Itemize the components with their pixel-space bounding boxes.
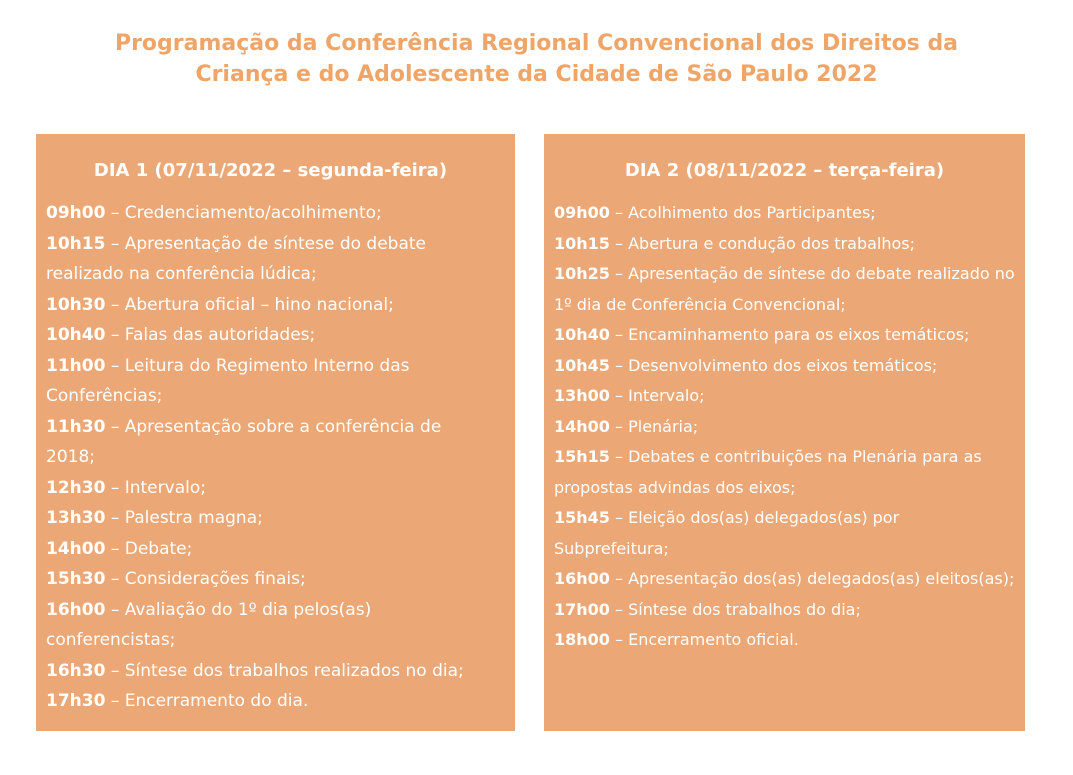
item-desc: – Encerramento do dia. <box>105 691 309 711</box>
item-time: 10h40 <box>554 325 610 344</box>
schedule-item <box>46 595 495 656</box>
item-desc: – Síntese dos trabalhos realizados no dia; <box>105 660 464 681</box>
item-time: 15h15 <box>554 447 610 466</box>
schedule-item <box>554 503 1015 564</box>
item-desc: – Eleição dos(as) delegados(as) por Subprefeitura; <box>554 508 900 558</box>
schedule-item <box>554 229 1015 260</box>
schedule-item <box>554 625 1015 656</box>
item-desc: – Debate; <box>105 538 193 559</box>
schedule-item <box>46 290 495 321</box>
item-time: 10h15 <box>46 233 106 254</box>
schedule-item <box>554 412 1015 443</box>
day1-panel <box>36 134 515 731</box>
item-time: 09h00 <box>554 203 610 222</box>
item-desc: – Desenvolvimento dos eixos temáticos; <box>609 355 938 375</box>
schedule-item <box>46 686 495 717</box>
item-time: 09h00 <box>46 203 106 223</box>
schedule-item <box>46 320 495 351</box>
schedule-item <box>554 564 1015 595</box>
item-time: 17h00 <box>554 599 610 619</box>
item-desc: – Leitura do Regimento Interno das Conferências; <box>46 355 410 406</box>
day-header: DIA 2 (08/11/2022 – terça-feira) <box>624 160 945 181</box>
schedule-item <box>554 381 1015 412</box>
item-time: 17h30 <box>46 691 106 711</box>
item-desc: – Encerramento oficial. <box>609 630 799 649</box>
item-time: 14h00 <box>554 416 610 436</box>
item-desc: – Abertura e condução dos trabalhos; <box>609 233 916 253</box>
item-desc: – Encaminhamento para os eixos temáticos; <box>609 325 970 344</box>
schedule-item <box>554 320 1015 351</box>
item-time: 13h00 <box>554 386 610 405</box>
item-time: 12h30 <box>46 477 106 498</box>
item-desc: – Intervalo; <box>105 477 206 498</box>
schedule-item <box>46 198 495 229</box>
item-desc: – Acolhimento dos Participantes; <box>609 203 876 222</box>
item-time: 18h00 <box>554 630 610 649</box>
schedule-panels <box>36 134 1025 731</box>
item-desc: – Falas das autoridades; <box>105 325 316 345</box>
schedule-item <box>554 351 1015 382</box>
item-time: 10h30 <box>46 294 106 315</box>
schedule-item <box>554 259 1015 320</box>
item-time: 10h40 <box>46 325 106 345</box>
item-time: 11h00 <box>46 355 106 376</box>
schedule-item <box>554 442 1015 503</box>
schedule-item <box>46 351 495 412</box>
item-desc: – Síntese dos trabalhos do dia; <box>609 599 861 619</box>
schedule-item <box>46 473 495 504</box>
item-desc: – Apresentação sobre a conferência de 2018; <box>46 416 442 467</box>
item-desc: – Apresentação de síntese do debate realizado no 1º dia de Conferência Convencional; <box>554 264 1015 314</box>
item-desc: – Plenária; <box>609 416 699 436</box>
item-desc: – Considerações finais; <box>105 569 306 589</box>
schedule-item <box>46 564 495 595</box>
item-time: 11h30 <box>46 416 106 437</box>
item-desc: – Apresentação dos(as) delegados(as) eleitos(as); <box>609 569 1015 588</box>
item-desc: – Intervalo; <box>609 386 705 405</box>
item-time: 13h30 <box>46 508 106 528</box>
item-time: 15h45 <box>554 508 610 527</box>
schedule-item <box>554 198 1015 229</box>
item-time: 16h00 <box>554 569 610 588</box>
schedule-list <box>46 198 495 717</box>
day2-panel <box>544 134 1025 731</box>
schedule-item <box>554 595 1015 626</box>
item-desc: – Credenciamento/acolhimento; <box>105 203 382 223</box>
item-time: 16h30 <box>46 660 106 681</box>
item-desc: – Palestra magna; <box>105 508 263 528</box>
schedule-list <box>554 198 1015 656</box>
schedule-item <box>46 656 495 687</box>
item-time: 10h45 <box>554 355 610 375</box>
item-time: 16h00 <box>46 599 106 620</box>
item-time: 15h30 <box>46 569 106 589</box>
item-desc: – Avaliação do 1º dia pelos(as) conferencistas; <box>46 599 372 650</box>
item-time: 14h00 <box>46 538 106 559</box>
conference-schedule-page <box>0 28 1073 731</box>
item-time: 10h25 <box>554 264 610 283</box>
item-desc: – Debates e contribuições na Plenária para as propostas advindas dos eixos; <box>554 447 982 497</box>
item-time: 10h15 <box>554 233 610 253</box>
item-desc: – Apresentação de síntese do debate realizado na conferência lúdica; <box>46 233 426 284</box>
schedule-item <box>46 503 495 534</box>
page-title: Programação da Conferência Regional Convencional dos Direitos da Criança e do Adolescente da Cidade de São Paulo 2022 <box>114 31 959 87</box>
schedule-item <box>46 229 495 290</box>
item-desc: – Abertura oficial – hino nacional; <box>105 294 394 315</box>
day-header: DIA 1 (07/11/2022 – segunda-feira) <box>93 160 448 181</box>
schedule-item <box>46 534 495 565</box>
schedule-item <box>46 412 495 473</box>
